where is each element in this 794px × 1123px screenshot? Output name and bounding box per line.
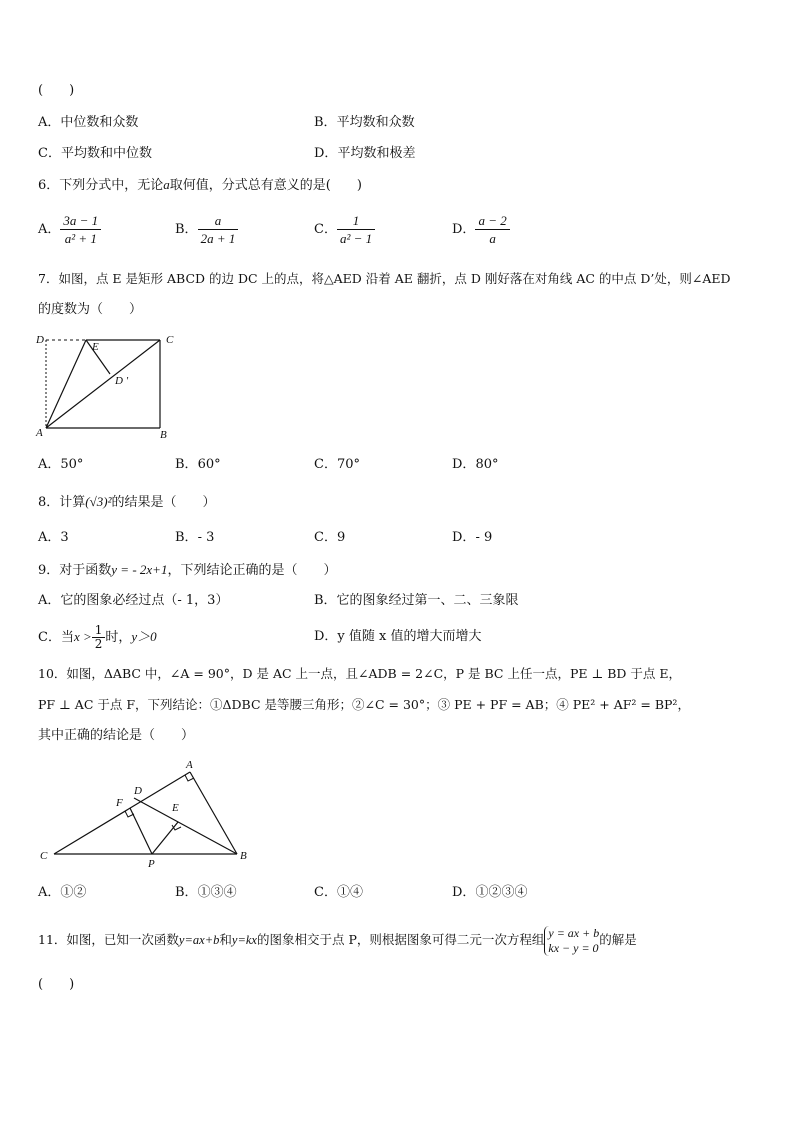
q10-option-d[interactable]: D．①②③④ bbox=[452, 885, 528, 900]
q7-stem-line2: 的度数为（ ） bbox=[38, 302, 143, 317]
q7-label-c: C bbox=[166, 334, 174, 346]
q10-stem-line3: 其中正确的结论是（ ） bbox=[38, 728, 195, 743]
q10-option-b[interactable]: B．①③④ bbox=[175, 885, 237, 900]
q8-stem: 8．计算(√3)²的结果是（ ） bbox=[38, 494, 216, 510]
q7-label-dprime: D ' bbox=[115, 375, 129, 387]
q11-bracket: ( ) bbox=[38, 977, 75, 992]
q7-label-a: A bbox=[36, 427, 43, 439]
q7-diagonal-ac bbox=[46, 340, 160, 428]
q10-label-b: B bbox=[240, 850, 247, 862]
q5-option-c[interactable]: C．平均数和中位数 bbox=[38, 146, 152, 161]
q6-option-c[interactable]: C． $\frac{1}{\text{a² − 1}}$ bbox=[314, 212, 375, 247]
q10-option-c[interactable]: C．①④ bbox=[314, 885, 363, 900]
q9-stem: 9．对于函数y = - 2x+1，下列结论正确的是（ ） bbox=[38, 562, 337, 578]
q6-option-d[interactable]: D． $\frac{a - 2}{a}$ bbox=[452, 212, 510, 247]
q8-option-d[interactable]: D．- 9 bbox=[452, 530, 493, 545]
q7-label-e: E bbox=[92, 341, 99, 353]
q10-edge-ca bbox=[54, 772, 190, 854]
q6-stem: 6．下列分式中，无论a取何值，分式总有意义的是( ) bbox=[38, 177, 362, 193]
q6-option-a[interactable]: A． $\frac{3a - 1}{\text{a² + 1}}$ bbox=[38, 212, 101, 247]
q7-option-c[interactable]: C．70° bbox=[314, 457, 360, 472]
q10-stem-line1: 10．如图，ΔABC 中，∠A = 90°，D 是 AC 上一点，且∠ADB = 2∠C，P 是 BC 上任一点，PE ⊥ BD 于点 E， bbox=[38, 666, 681, 681]
q10-stem-line2: PF ⊥ AC 于点 F，下列结论：①ΔDBC 是等腰三角形；②∠C = 30°；③ PE + PF = AB；④ PE² + AF² = BP²， bbox=[38, 697, 690, 712]
q5-bracket: ( ) bbox=[38, 83, 75, 98]
q5-option-a[interactable]: A．中位数和众数 bbox=[38, 115, 139, 130]
q10-label-c: C bbox=[40, 850, 48, 862]
q10-right-angle-e bbox=[172, 825, 181, 830]
q8-option-c[interactable]: C．9 bbox=[314, 530, 346, 545]
q8-expression: (√3)² bbox=[85, 494, 112, 509]
q7-option-d[interactable]: D．80° bbox=[452, 457, 499, 472]
q7-figure bbox=[30, 328, 190, 443]
q7-option-b[interactable]: B．60° bbox=[175, 457, 221, 472]
q9-option-c[interactable]: C．当x > $\frac{1}{2}$ 时，y＞0 bbox=[38, 623, 157, 651]
q7-option-a[interactable]: A．50° bbox=[38, 457, 84, 472]
q10-label-p: P bbox=[148, 858, 155, 870]
q10-figure bbox=[34, 754, 264, 872]
q8-option-b[interactable]: B．- 3 bbox=[175, 530, 215, 545]
q7-label-b: B bbox=[160, 429, 167, 441]
q6-option-b[interactable]: B． $\frac{a}{2a + 1}$ bbox=[175, 212, 238, 247]
q10-segment-pe bbox=[152, 822, 178, 854]
q10-label-a: A bbox=[186, 759, 193, 771]
q5-option-b[interactable]: B．平均数和众数 bbox=[314, 115, 415, 130]
q10-label-f: F bbox=[116, 797, 123, 809]
q9-option-b[interactable]: B．它的图象经过第一、二、三象限 bbox=[314, 593, 519, 608]
q7-stem-line1: 7．如图，点 E 是矩形 ABCD 的边 DC 上的点，将△AED 沿着 AE 翻折，点 D 刚好落在对角线 AC 的中点 D’处，则∠AED bbox=[38, 271, 731, 286]
q11-equation-system: y = ax + b kx − y = 0 bbox=[544, 926, 599, 956]
q10-option-a[interactable]: A．①② bbox=[38, 885, 87, 900]
q9-option-a[interactable]: A．它的图象必经过点（- 1，3） bbox=[38, 593, 229, 608]
q5-option-d[interactable]: D．平均数和极差 bbox=[314, 146, 416, 161]
q7-edge-ae bbox=[46, 340, 86, 428]
q11-stem: 11．如图，已知一次函数y=ax+b和y=kx的图象相交于点 P，则根据图象可得二元一次方程组 y = ax + b kx − y = 0 的解是 bbox=[38, 925, 637, 955]
q8-option-a[interactable]: A．3 bbox=[38, 530, 69, 545]
q10-label-d: D bbox=[134, 785, 142, 797]
q7-label-d: D bbox=[36, 334, 44, 346]
q10-label-e: E bbox=[172, 802, 179, 814]
q9-option-d[interactable]: D．y 值随 x 值的增大而增大 bbox=[314, 629, 482, 644]
